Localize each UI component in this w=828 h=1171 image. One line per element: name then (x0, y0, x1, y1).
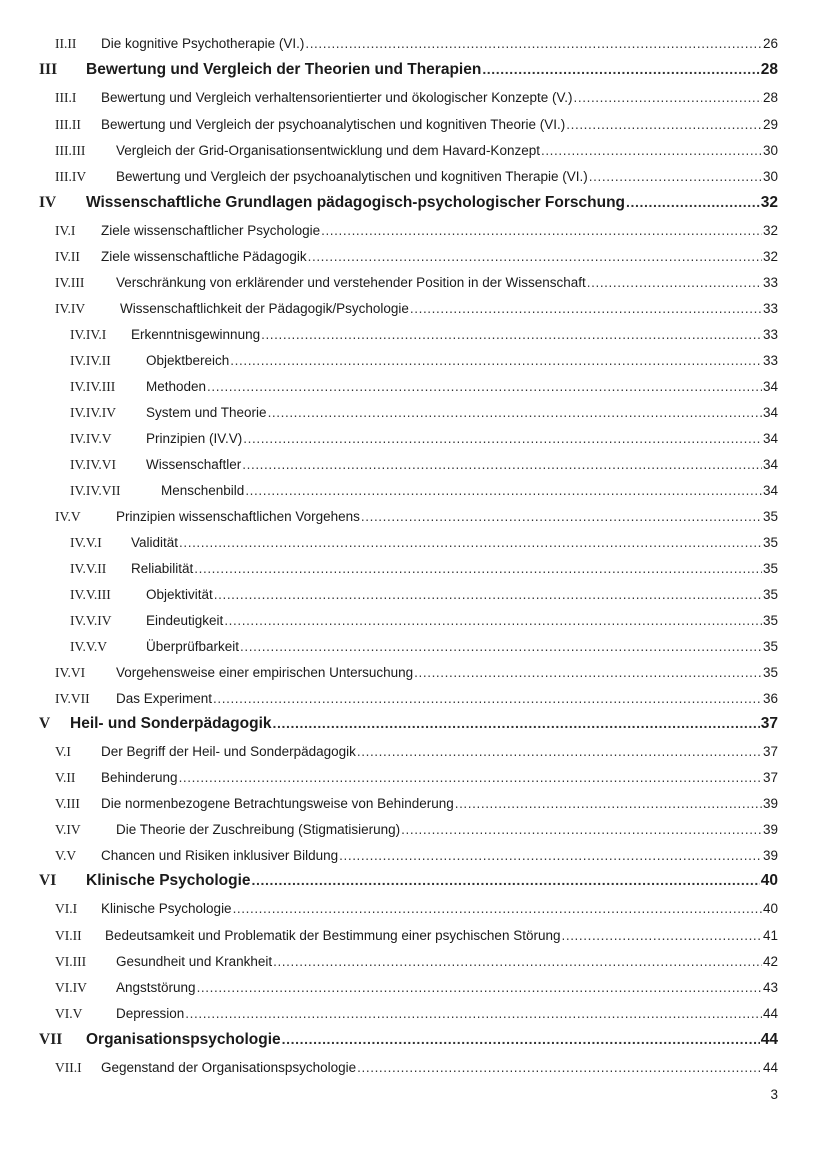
toc-entry-page[interactable]: 39 (762, 796, 778, 811)
toc-entry[interactable] (55, 1060, 778, 1082)
toc-entry-title[interactable]: Prinzipien (IV.V) (146, 431, 243, 446)
dot-leader (197, 980, 762, 995)
dot-leader (268, 405, 762, 420)
toc-entry-title[interactable]: Wissenschaftler (146, 457, 242, 472)
dot-leader (185, 1006, 762, 1021)
toc-entry-title[interactable]: Chancen und Risiken inklusiver Bildung (101, 848, 339, 863)
toc-entry-title[interactable]: Bewertung und Vergleich der psychoanalytischen und kognitiven Theorie (VI.) (101, 117, 566, 132)
toc-entry-title[interactable]: Wissenschaftliche Grundlagen pädagogisch-psychologischer Forschung (86, 194, 626, 211)
toc-entry-page[interactable]: 32 (762, 223, 778, 238)
toc-entry-title[interactable]: Bewertung und Vergleich der psychoanalytischen und kognitiven Therapie (VI.) (116, 169, 588, 184)
toc-entry-page[interactable]: 35 (762, 535, 778, 550)
toc-entry-number: IV.V.II (70, 561, 107, 576)
dot-leader (233, 901, 762, 916)
dot-leader (410, 301, 762, 316)
toc-entry-title[interactable]: Behinderung (101, 770, 178, 785)
toc-entry-title[interactable]: Ziele wissenschaftliche Pädagogik (101, 249, 307, 264)
toc-entry[interactable] (70, 561, 778, 583)
dot-leader (252, 872, 760, 888)
toc-entry-title[interactable]: Angststörung (116, 980, 196, 995)
toc-entry[interactable] (70, 379, 778, 401)
toc-entry[interactable] (55, 301, 778, 323)
toc-entry-title[interactable]: Der Begriff der Heil- und Sonderpädagogik (101, 744, 356, 759)
toc-entry[interactable] (55, 223, 778, 245)
toc-entry-page[interactable]: 40 (762, 901, 778, 916)
toc-entry-number: III (39, 61, 58, 78)
toc-entry[interactable] (70, 587, 778, 609)
dot-leader (589, 169, 762, 184)
dot-leader (245, 483, 762, 498)
toc-entry-title[interactable]: Die Theorie der Zuschreibung (Stigmatisierung) (116, 822, 401, 837)
dot-leader (273, 954, 762, 969)
toc-entry-number: III.I (55, 90, 77, 105)
dot-leader (401, 822, 762, 837)
toc-entry-page[interactable]: 44 (762, 1060, 778, 1075)
toc-entry[interactable] (55, 169, 778, 191)
dot-leader (321, 223, 762, 238)
toc-entry-page[interactable]: 35 (762, 639, 778, 654)
toc-entry-page[interactable]: 34 (762, 405, 778, 420)
toc-entry-page[interactable]: 44 (760, 1031, 778, 1048)
toc-entry-page[interactable]: 30 (762, 143, 778, 158)
toc-entry-page[interactable]: 34 (762, 431, 778, 446)
toc-entry-title[interactable]: Klinische Psychologie (86, 872, 251, 889)
dot-leader (179, 770, 762, 785)
toc-entry-page[interactable]: 39 (762, 822, 778, 837)
toc-entry[interactable] (55, 901, 778, 923)
toc-entry-title[interactable]: Vergleich der Grid-Organisationsentwicklung und dem Havard-Konzept (116, 143, 540, 158)
dot-leader (273, 715, 760, 731)
toc-entry-page[interactable]: 34 (762, 457, 778, 472)
toc-entry-number: VI.II (55, 928, 82, 943)
toc-entry-number: III.II (55, 117, 81, 132)
toc-entry-title[interactable]: Bewertung und Vergleich verhaltensorientierter und ökologischer Konzepte (V.) (101, 90, 573, 105)
toc-entry-title[interactable]: Wissenschaftlichkeit der Pädagogik/Psychologie (120, 301, 409, 316)
toc-entry-title[interactable]: System und Theorie (146, 405, 267, 420)
toc-entry-title[interactable]: Überprüfbarkeit (146, 639, 240, 654)
toc-entry-number: VII (39, 1031, 63, 1048)
toc-entry-number: IV.IV.VII (70, 483, 121, 498)
toc-entry-number: VI.IV (55, 980, 87, 995)
toc-entry-title[interactable]: Bewertung und Vergleich der Theorien und Therapien (86, 61, 482, 78)
dot-leader (214, 587, 762, 602)
dot-leader (357, 1060, 762, 1075)
toc-entry[interactable] (39, 1031, 778, 1053)
toc-entry-page[interactable]: 33 (762, 353, 778, 368)
toc-entry-title[interactable]: Klinische Psychologie (101, 901, 232, 916)
toc-entry-title[interactable]: Reliabilität (131, 561, 194, 576)
toc-entry-number: IV.VII (55, 691, 90, 706)
dot-leader (230, 353, 762, 368)
toc-entry[interactable] (55, 691, 778, 713)
toc-entry[interactable] (55, 249, 778, 271)
toc-entry-number: VI.I (55, 901, 78, 916)
dot-leader (207, 379, 762, 394)
toc-entry-page[interactable]: 29 (762, 117, 778, 132)
toc-entry[interactable] (55, 744, 778, 766)
dot-leader (194, 561, 762, 576)
dot-leader (339, 848, 762, 863)
toc-entry-number: IV.IV.III (70, 379, 116, 394)
toc-entry[interactable] (55, 980, 778, 1002)
toc-entry-number: III.III (55, 143, 86, 158)
toc-entry-page[interactable]: 34 (762, 483, 778, 498)
dot-leader (179, 535, 762, 550)
toc-entry-page[interactable]: 33 (762, 327, 778, 342)
toc-entry-number: VI.V (55, 1006, 83, 1021)
toc-entry-number: III.IV (55, 169, 87, 184)
toc-entry[interactable] (70, 457, 778, 479)
toc-entry[interactable] (39, 61, 778, 83)
toc-entry[interactable] (70, 327, 778, 349)
page-number: 3 (770, 1087, 778, 1102)
toc-entry-number: V.II (55, 770, 76, 785)
toc-entry[interactable] (55, 509, 778, 531)
toc-entry[interactable] (39, 194, 778, 216)
toc-entry[interactable] (55, 117, 778, 139)
toc-entry-page[interactable]: 33 (762, 275, 778, 290)
toc-entry-page[interactable]: 34 (762, 379, 778, 394)
toc-entry-page[interactable]: 41 (762, 928, 778, 943)
toc-entry-title[interactable]: Erkenntnisgewinnung (131, 327, 261, 342)
toc-entry[interactable] (39, 872, 778, 894)
toc-entry-title[interactable]: Validität (131, 535, 179, 550)
dot-leader (455, 796, 762, 811)
toc-entry-title[interactable]: Menschenbild (161, 483, 245, 498)
toc-entry-title[interactable]: Prinzipien wissenschaftlichen Vorgehens (116, 509, 360, 524)
toc-entry-number: IV.IV.VI (70, 457, 117, 472)
dot-leader (587, 275, 762, 290)
dot-leader (282, 1031, 760, 1047)
toc-entry-page[interactable]: 35 (762, 561, 778, 576)
toc-entry[interactable] (70, 613, 778, 635)
toc-entry-page[interactable]: 37 (760, 715, 778, 732)
toc-entry-page[interactable]: 37 (762, 744, 778, 759)
toc-entry-title[interactable]: Die kognitive Psychotherapie (VI.) (101, 36, 305, 51)
toc-entry[interactable] (55, 928, 778, 950)
toc-entry[interactable] (55, 822, 778, 844)
toc-entry-number: IV.IV (55, 301, 86, 316)
dot-leader (240, 639, 762, 654)
toc-entry-number: IV.V.I (70, 535, 102, 550)
toc-entry-page[interactable]: 44 (762, 1006, 778, 1021)
toc-entry-page[interactable]: 35 (762, 509, 778, 524)
toc-entry-number: IV.IV.IV (70, 405, 117, 420)
toc-entry[interactable] (70, 535, 778, 557)
toc-entry-title[interactable]: Gegenstand der Organisationspsychologie (101, 1060, 357, 1075)
toc-entry-number: IV.VI (55, 665, 86, 680)
dot-leader (261, 327, 762, 342)
dot-leader (213, 691, 762, 706)
toc-entry-number: VI (39, 872, 57, 889)
toc-entry-page[interactable]: 35 (762, 587, 778, 602)
toc-entry[interactable] (70, 431, 778, 453)
toc-entry-number: V.V (55, 848, 77, 863)
dot-leader (361, 509, 762, 524)
toc-entry[interactable] (55, 665, 778, 687)
toc-entry[interactable] (55, 275, 778, 297)
toc-entry-title[interactable]: Gesundheit und Krankheit (116, 954, 273, 969)
toc-entry-title[interactable]: Vorgehensweise einer empirischen Untersuchung (116, 665, 414, 680)
dot-leader (357, 744, 762, 759)
toc-entry-title[interactable]: Objektbereich (146, 353, 230, 368)
toc-entry-number: IV (39, 194, 57, 211)
dot-leader (224, 613, 762, 628)
toc-entry-number: IV.IV.V (70, 431, 112, 446)
toc-entry-page[interactable]: 39 (762, 848, 778, 863)
toc-entry-title[interactable]: Methoden (146, 379, 207, 394)
toc-entry-page[interactable]: 26 (762, 36, 778, 51)
toc-entry[interactable] (55, 848, 778, 870)
toc-entry-title[interactable]: Verschränkung von erklärender und verstehender Position in der Wissenschaft (116, 275, 586, 290)
toc-entry-page[interactable]: 28 (760, 61, 778, 78)
toc-entry[interactable] (55, 36, 778, 58)
dot-leader (626, 194, 760, 210)
toc-entry-number: IV.IV.II (70, 353, 111, 368)
toc-entry-title[interactable]: Bedeutsamkeit und Problematik der Bestimmung einer psychischen Störung (105, 928, 561, 943)
toc-entry-number: IV.V (55, 509, 81, 524)
dot-leader (541, 143, 762, 158)
toc-entry-number: V.I (55, 744, 71, 759)
toc-entry-number: IV.V.V (70, 639, 108, 654)
dot-leader (482, 61, 759, 77)
toc-entry-page[interactable]: 35 (762, 613, 778, 628)
toc-entry[interactable] (55, 954, 778, 976)
toc-entry-title[interactable]: Organisationspsychologie (86, 1031, 281, 1048)
toc-entry-number: IV.I (55, 223, 76, 238)
toc-entry-number: V.III (55, 796, 80, 811)
toc-entry-number: IV.IV.I (70, 327, 107, 342)
toc-entry[interactable] (55, 1006, 778, 1028)
dot-leader (414, 665, 762, 680)
toc-entry-number: II.II (55, 36, 77, 51)
toc-entry-page[interactable]: 32 (762, 249, 778, 264)
toc-entry-title[interactable]: Eindeutigkeit (146, 613, 224, 628)
toc-entry-title[interactable]: Das Experiment (116, 691, 213, 706)
toc-entry[interactable] (55, 770, 778, 792)
toc-entry[interactable] (70, 483, 778, 505)
toc-entry-title[interactable]: Objektivität (146, 587, 213, 602)
toc-entry-page[interactable]: 33 (762, 301, 778, 316)
toc-entry-page[interactable]: 32 (760, 194, 778, 211)
toc-entry-number: IV.V.IV (70, 613, 112, 628)
dot-leader (574, 90, 762, 105)
toc-entry[interactable] (55, 143, 778, 165)
toc-entry-number: IV.III (55, 275, 85, 290)
toc-entry-page[interactable]: 36 (762, 691, 778, 706)
toc-entry-page[interactable]: 35 (762, 665, 778, 680)
toc-entry-number: V (39, 715, 51, 732)
dot-leader (305, 36, 762, 51)
toc-entry-number: IV.V.III (70, 587, 111, 602)
toc-entry[interactable] (70, 353, 778, 375)
dot-leader (243, 431, 762, 446)
toc-entry-number: VI.III (55, 954, 87, 969)
toc-entry[interactable] (39, 715, 778, 737)
toc-entry-number: IV.II (55, 249, 80, 264)
toc-entry-page[interactable]: 43 (762, 980, 778, 995)
dot-leader (242, 457, 762, 472)
toc-entry-title[interactable]: Depression (116, 1006, 185, 1021)
toc-entry[interactable] (70, 639, 778, 661)
toc-entry-title[interactable]: Heil- und Sonderpädagogik (70, 715, 272, 732)
dot-leader (566, 117, 762, 132)
toc-entry-title[interactable]: Die normenbezogene Betrachtungsweise von Behinderung (101, 796, 454, 811)
toc-entry-page[interactable]: 40 (760, 872, 778, 889)
toc-entry[interactable] (55, 90, 778, 112)
toc-entry-number: VII.I (55, 1060, 82, 1075)
toc-entry-title[interactable]: Ziele wissenschaftlicher Psychologie (101, 223, 321, 238)
toc-entry-number: V.IV (55, 822, 81, 837)
dot-leader (562, 928, 762, 943)
toc-entry[interactable] (55, 796, 778, 818)
toc-entry-page[interactable]: 30 (762, 169, 778, 184)
dot-leader (308, 249, 762, 264)
toc-entry[interactable] (70, 405, 778, 427)
toc-entry-page[interactable]: 28 (762, 90, 778, 105)
toc-entry-page[interactable]: 42 (762, 954, 778, 969)
toc-entry-page[interactable]: 37 (762, 770, 778, 785)
